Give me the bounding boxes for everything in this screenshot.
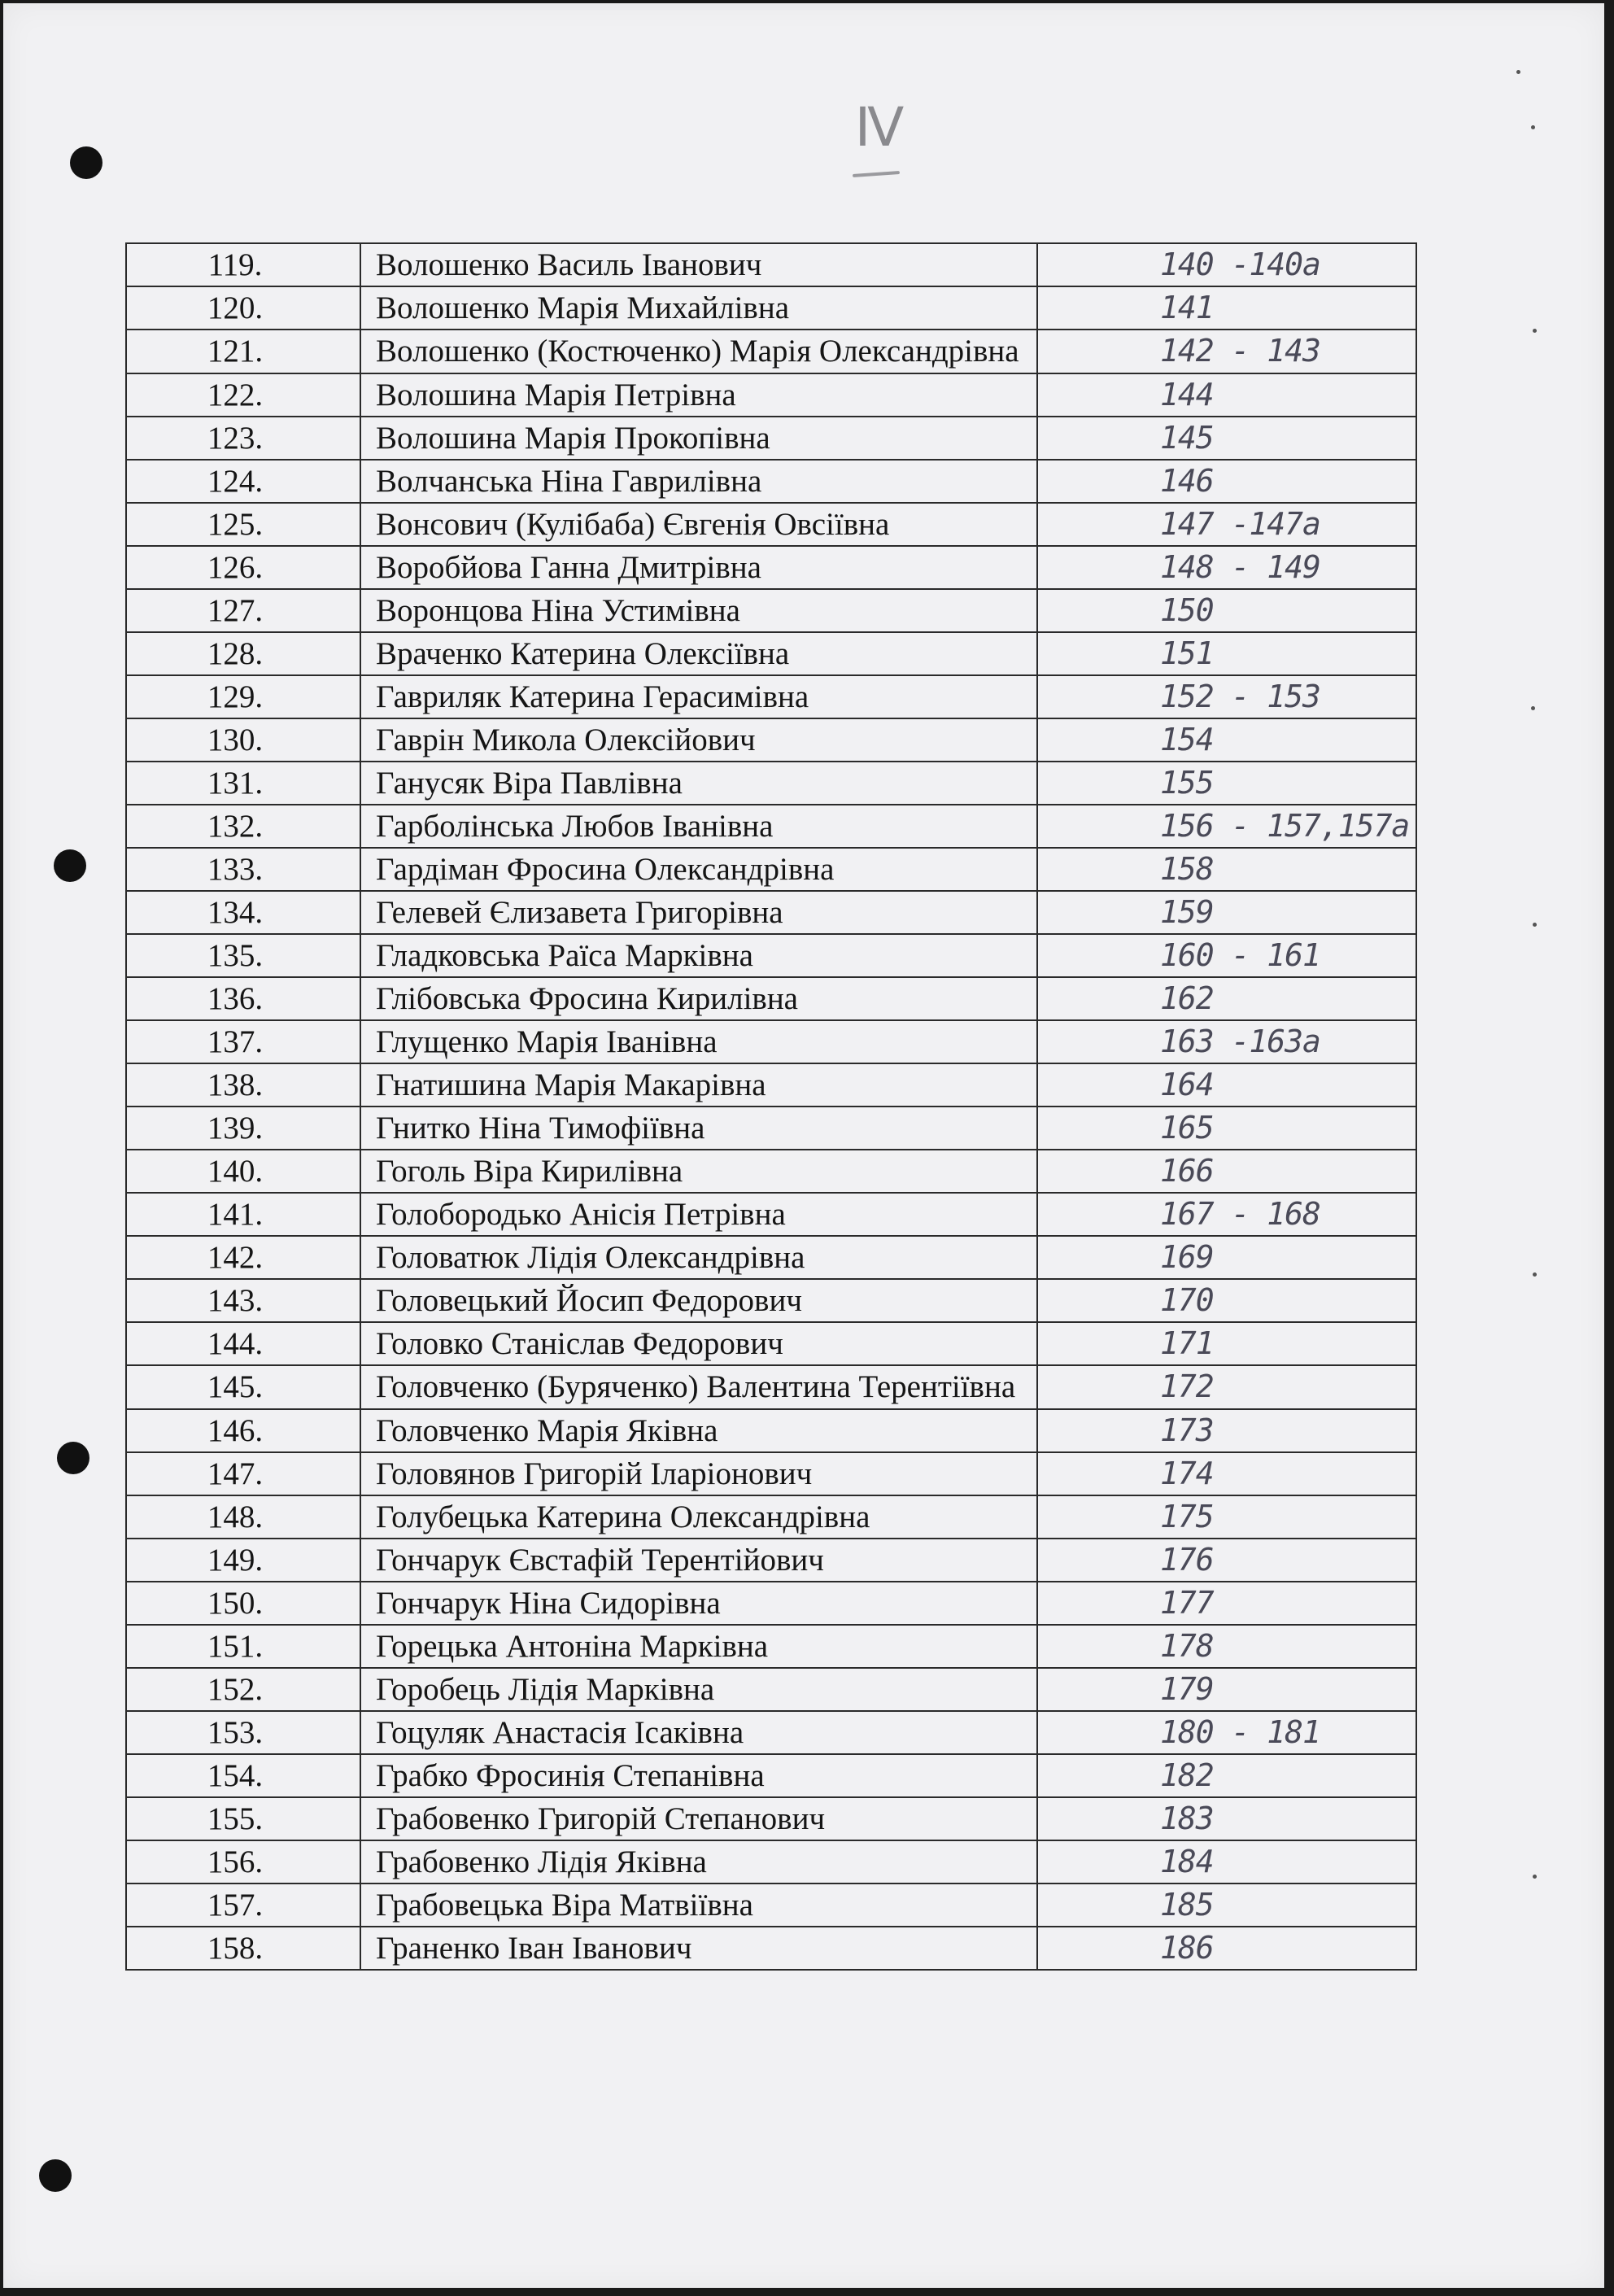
table-row	[126, 848, 1416, 891]
person-name: Враченко Катерина Олексіївна	[360, 632, 1037, 675]
sheet-pages: 167 - 168	[1037, 1193, 1416, 1236]
row-number: 151.	[126, 1625, 360, 1668]
person-name: Ганусяк Віра Павлівна	[360, 762, 1037, 805]
person-name: Волошенко (Костюченко) Марія Олександрівна	[360, 330, 1037, 373]
person-name: Горецька Антоніна Марківна	[360, 1625, 1037, 1668]
person-name: Глущенко Марія Іванівна	[360, 1020, 1037, 1063]
table-row	[126, 1322, 1416, 1365]
table-row	[126, 1409, 1416, 1452]
sheet-pages: 165	[1037, 1107, 1416, 1150]
table-row	[126, 1582, 1416, 1625]
row-number: 128.	[126, 632, 360, 675]
row-number: 127.	[126, 589, 360, 632]
row-number: 148.	[126, 1495, 360, 1539]
sheet-pages: 158	[1037, 848, 1416, 891]
person-name: Гардіман Фросина Олександрівна	[360, 848, 1037, 891]
person-name: Граненко Іван Іванович	[360, 1927, 1037, 1970]
scan-speck	[1533, 1875, 1537, 1879]
row-number: 136.	[126, 977, 360, 1020]
person-name: Голубецька Катерина Олександрівна	[360, 1495, 1037, 1539]
sheet-pages: 164	[1037, 1063, 1416, 1107]
sheet-pages: 172	[1037, 1365, 1416, 1409]
table-row	[126, 1927, 1416, 1970]
sheet-pages: 159	[1037, 891, 1416, 934]
section-mark-text: IV	[854, 96, 901, 159]
person-name: Головатюк Лідія Олександрівна	[360, 1236, 1037, 1279]
sheet-pages: 141	[1037, 286, 1416, 330]
row-number: 131.	[126, 762, 360, 805]
sheet-pages: 174	[1037, 1452, 1416, 1495]
row-number: 138.	[126, 1063, 360, 1107]
sheet-pages: 184	[1037, 1840, 1416, 1884]
sheet-pages: 185	[1037, 1884, 1416, 1927]
person-name: Грабовецька Віра Матвіївна	[360, 1884, 1037, 1927]
sheet-pages: 156 - 157,157а	[1037, 805, 1416, 848]
sheet-pages: 178	[1037, 1625, 1416, 1668]
sheet-pages: 182	[1037, 1754, 1416, 1797]
sheet-pages: 145	[1037, 417, 1416, 460]
row-number: 129.	[126, 675, 360, 718]
sheet-pages: 186	[1037, 1927, 1416, 1970]
sheet-pages: 171	[1037, 1322, 1416, 1365]
row-number: 146.	[126, 1409, 360, 1452]
punch-hole	[54, 849, 86, 882]
row-number: 126.	[126, 546, 360, 589]
sheet-pages: 170	[1037, 1279, 1416, 1322]
row-number: 135.	[126, 934, 360, 977]
sheet-pages: 179	[1037, 1668, 1416, 1711]
person-name: Гаврін Микола Олексійович	[360, 718, 1037, 762]
person-name: Грабовенко Лідія Яківна	[360, 1840, 1037, 1884]
table-row	[126, 460, 1416, 503]
table-row	[126, 805, 1416, 848]
row-number: 133.	[126, 848, 360, 891]
sheet-pages: 154	[1037, 718, 1416, 762]
sheet-pages: 142 - 143	[1037, 330, 1416, 373]
scan-speck	[1533, 1272, 1537, 1277]
table-row	[126, 1711, 1416, 1754]
table-row	[126, 891, 1416, 934]
table-row	[126, 503, 1416, 546]
sheet-pages: 146	[1037, 460, 1416, 503]
table-row	[126, 1797, 1416, 1840]
table-row	[126, 243, 1416, 286]
table-row	[126, 589, 1416, 632]
table-row	[126, 546, 1416, 589]
sheet-pages: 160 - 161	[1037, 934, 1416, 977]
row-number: 134.	[126, 891, 360, 934]
row-number: 156.	[126, 1840, 360, 1884]
sheet-pages: 147 -147а	[1037, 503, 1416, 546]
sheet-pages: 169	[1037, 1236, 1416, 1279]
table-row	[126, 934, 1416, 977]
person-name: Гарболінська Любов Іванівна	[360, 805, 1037, 848]
row-number: 120.	[126, 286, 360, 330]
sheet-pages: 166	[1037, 1150, 1416, 1193]
table-row	[126, 632, 1416, 675]
table-row	[126, 286, 1416, 330]
sheet-pages: 151	[1037, 632, 1416, 675]
person-name: Гончарук Ніна Сидорівна	[360, 1582, 1037, 1625]
row-number: 157.	[126, 1884, 360, 1927]
person-name: Гавриляк Катерина Герасимівна	[360, 675, 1037, 718]
table-row	[126, 977, 1416, 1020]
sheet-pages: 150	[1037, 589, 1416, 632]
person-name: Головченко Марія Яківна	[360, 1409, 1037, 1452]
register-table-body	[126, 243, 1416, 1970]
person-name: Гнитко Ніна Тимофіївна	[360, 1107, 1037, 1150]
table-row	[126, 1150, 1416, 1193]
sheet-pages: 162	[1037, 977, 1416, 1020]
row-number: 130.	[126, 718, 360, 762]
table-row	[126, 1365, 1416, 1409]
sheet-pages: 175	[1037, 1495, 1416, 1539]
table-row	[126, 417, 1416, 460]
row-number: 139.	[126, 1107, 360, 1150]
person-name: Гелевей Єлизавета Григорівна	[360, 891, 1037, 934]
punch-hole	[70, 146, 103, 179]
sheet-pages: 183	[1037, 1797, 1416, 1840]
sheet-pages: 152 - 153	[1037, 675, 1416, 718]
person-name: Воробйова Ганна Дмитрівна	[360, 546, 1037, 589]
sheet-pages: 148 - 149	[1037, 546, 1416, 589]
sheet-pages: 176	[1037, 1539, 1416, 1582]
row-number: 141.	[126, 1193, 360, 1236]
person-name: Головецький Йосип Федорович	[360, 1279, 1037, 1322]
person-name: Воронцова Ніна Устимівна	[360, 589, 1037, 632]
table-row	[126, 1840, 1416, 1884]
section-mark	[841, 91, 914, 181]
punch-hole	[57, 1442, 89, 1474]
person-name: Волошенко Василь Іванович	[360, 243, 1037, 286]
person-name: Волошенко Марія Михайлівна	[360, 286, 1037, 330]
table-row	[126, 330, 1416, 373]
table-row	[126, 1668, 1416, 1711]
table-row	[126, 1063, 1416, 1107]
table-row	[126, 1193, 1416, 1236]
row-number: 137.	[126, 1020, 360, 1063]
row-number: 152.	[126, 1668, 360, 1711]
row-number: 125.	[126, 503, 360, 546]
row-number: 144.	[126, 1322, 360, 1365]
person-name: Голобородько Анісія Петрівна	[360, 1193, 1037, 1236]
person-name: Вонсович (Кулібаба) Євгенія Овсіївна	[360, 503, 1037, 546]
row-number: 149.	[126, 1539, 360, 1582]
sheet-pages: 140 -140а	[1037, 243, 1416, 286]
row-number: 123.	[126, 417, 360, 460]
person-name: Грабко Фросинія Степанівна	[360, 1754, 1037, 1797]
row-number: 124.	[126, 460, 360, 503]
person-name: Горобець Лідія Марківна	[360, 1668, 1037, 1711]
table-row	[126, 373, 1416, 417]
table-row	[126, 718, 1416, 762]
row-number: 140.	[126, 1150, 360, 1193]
row-number: 153.	[126, 1711, 360, 1754]
table-row	[126, 1495, 1416, 1539]
row-number: 143.	[126, 1279, 360, 1322]
table-row	[126, 762, 1416, 805]
scan-speck	[1531, 706, 1535, 710]
person-name: Головянов Григорій Іларіонович	[360, 1452, 1037, 1495]
person-name: Головко Станіслав Федорович	[360, 1322, 1037, 1365]
sheet-pages: 180 - 181	[1037, 1711, 1416, 1754]
row-number: 150.	[126, 1582, 360, 1625]
person-name: Гладковська Раїса Марківна	[360, 934, 1037, 977]
scan-speck	[1516, 70, 1520, 74]
row-number: 147.	[126, 1452, 360, 1495]
person-name: Головченко (Буряченко) Валентина Терентіївна	[360, 1365, 1037, 1409]
table-row	[126, 1625, 1416, 1668]
person-name: Волошина Марія Прокопівна	[360, 417, 1037, 460]
row-number: 158.	[126, 1927, 360, 1970]
scan-speck	[1533, 923, 1537, 927]
person-name: Гончарук Євстафій Терентійович	[360, 1539, 1037, 1582]
punch-hole	[39, 2159, 72, 2192]
person-name: Глібовська Фросина Кирилівна	[360, 977, 1037, 1020]
person-name: Гоголь Віра Кирилівна	[360, 1150, 1037, 1193]
person-name: Волошина Марія Петрівна	[360, 373, 1037, 417]
table-row	[126, 1539, 1416, 1582]
table-row	[126, 1754, 1416, 1797]
row-number: 155.	[126, 1797, 360, 1840]
sheet-pages: 177	[1037, 1582, 1416, 1625]
row-number: 132.	[126, 805, 360, 848]
register-table	[125, 242, 1417, 1971]
scan-speck	[1531, 125, 1535, 129]
table-row	[126, 675, 1416, 718]
table-row	[126, 1279, 1416, 1322]
row-number: 145.	[126, 1365, 360, 1409]
row-number: 121.	[126, 330, 360, 373]
scan-speck	[1533, 329, 1537, 333]
row-number: 142.	[126, 1236, 360, 1279]
table-row	[126, 1452, 1416, 1495]
person-name: Гоцуляк Анастасія Ісаківна	[360, 1711, 1037, 1754]
person-name: Грабовенко Григорій Степанович	[360, 1797, 1037, 1840]
row-number: 119.	[126, 243, 360, 286]
sheet-pages: 163 -163а	[1037, 1020, 1416, 1063]
person-name: Волчанська Ніна Гаврилівна	[360, 460, 1037, 503]
row-number: 122.	[126, 373, 360, 417]
row-number: 154.	[126, 1754, 360, 1797]
table-row	[126, 1107, 1416, 1150]
table-row	[126, 1236, 1416, 1279]
table-row	[126, 1020, 1416, 1063]
sheet-pages: 144	[1037, 373, 1416, 417]
person-name: Гнатишина Марія Макарівна	[360, 1063, 1037, 1107]
section-mark-underline	[853, 171, 900, 177]
sheet-pages: 155	[1037, 762, 1416, 805]
table-row	[126, 1884, 1416, 1927]
sheet-pages: 173	[1037, 1409, 1416, 1452]
